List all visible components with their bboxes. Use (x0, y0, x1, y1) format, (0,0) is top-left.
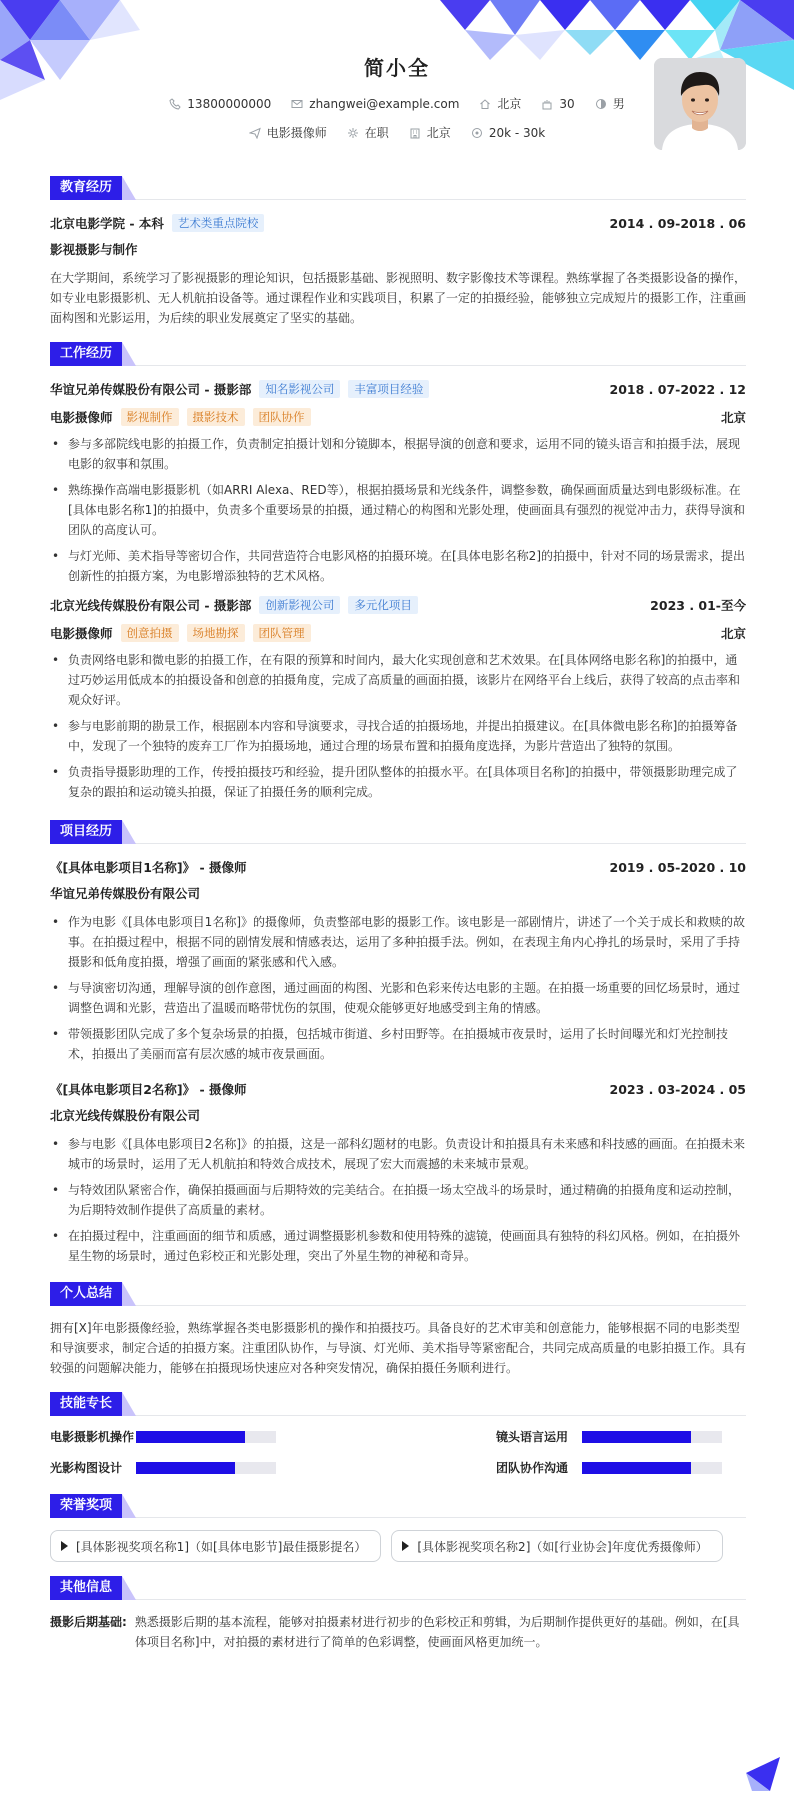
job-period: 2018 . 07-2022 . 12 (609, 381, 746, 397)
project-name: 《[具体电影项目2名称]》 - 摄像师 (50, 1082, 247, 1097)
job-bullets (50, 434, 746, 586)
list-item: • 参与电影前期的勘景工作，根据剧本内容和导演要求，寻找合适的拍摄场地，并提出拍摄建议。在[具体微电影名称]的拍摄筹备中，发现了一个独特的废弃工厂作为拍摄场地，通过合理的场景布置和拍摄角度选择，为影片营造出了独特的氛围。 (50, 716, 746, 756)
gender-text: 男 (612, 97, 625, 111)
skill-bar-fill (136, 1462, 235, 1474)
company-name: 华谊兄弟传媒股份有限公司 - 摄影部 (50, 382, 252, 397)
job-location: 北京 (720, 626, 746, 641)
section-title-awards (50, 1494, 746, 1518)
skill-item (50, 1428, 388, 1445)
section-title-education (50, 176, 746, 200)
skill-bar-fill (136, 1431, 245, 1443)
email-text: zhangwei@example.com (309, 96, 460, 111)
phone-text: 13800000000 (187, 96, 272, 111)
project-name: 《[具体电影项目1名称]》 - 摄像师 (50, 860, 247, 875)
status-icon (347, 127, 359, 139)
school-badge: 艺术类重点院校 (172, 214, 265, 232)
skill-bar (582, 1431, 722, 1443)
skills-grid (50, 1428, 746, 1476)
target-city-info (409, 124, 451, 141)
work-section (50, 342, 746, 802)
section-tag: 个人总结 (50, 1282, 122, 1306)
other-key: 摄影后期基础: (50, 1615, 127, 1629)
project-header-row (50, 1078, 746, 1100)
company-badge: 知名影视公司 (259, 380, 340, 398)
candidate-name: 简小全 (364, 56, 430, 80)
job-period: 2023 . 01-至今 (650, 598, 746, 613)
project-org: 华谊兄弟传媒股份有限公司 (50, 886, 201, 901)
skill-bar (582, 1462, 722, 1474)
skill-tag: 创意拍摄 (121, 624, 179, 642)
section-title-summary (50, 1282, 746, 1306)
phone-info (169, 97, 271, 111)
money-icon (471, 127, 483, 139)
job-bullets (50, 650, 746, 802)
project-entry (50, 1078, 746, 1266)
awards-list (50, 1530, 746, 1562)
job-role-row (50, 622, 746, 644)
skill-bar (136, 1462, 276, 1474)
list-item: • 作为电影《[具体电影项目1名称]》的摄像师，负责整部电影的摄影工作。该电影是一部剧情片，讲述了一个关于成长和救赎的故事。在拍摄过程中，根据不同的剧情发展和情感表达，运用了多种拍摄手法。例如，在表现主角内心挣扎的场景时，采用了手持摄影和低角度拍摄，增强了画面的紧张感和代入感。 (50, 912, 746, 972)
skill-item (496, 1428, 746, 1445)
other-text: 熟悉摄影后期的基本流程，能够对拍摄素材进行初步的色彩校正和剪辑，为后期制作提供更好的基础。例如，在[具体项目名称]中，对拍摄的素材进行了简单的色彩调整，使画面风格更加统一。 (134, 1615, 740, 1649)
company-name: 北京光线传媒股份有限公司 - 摄影部 (50, 598, 252, 613)
skill-item (496, 1459, 746, 1476)
status-text: 在职 (364, 126, 389, 140)
building-icon (409, 127, 421, 139)
company-badge: 丰富项目经验 (348, 380, 429, 398)
section-tag: 项目经历 (50, 820, 122, 844)
phone-icon (169, 98, 181, 110)
education-section (50, 176, 746, 328)
age-text: 30 (559, 96, 575, 111)
skill-label: 团队协作沟通 (496, 1461, 569, 1475)
job-location: 北京 (720, 410, 746, 425)
email-info (291, 97, 459, 111)
age-icon (541, 98, 553, 110)
education-period: 2014 . 09-2018 . 06 (609, 215, 746, 231)
section-title-work (50, 342, 746, 366)
award-item (50, 1530, 381, 1562)
skills-section (50, 1392, 746, 1476)
project-bullets (50, 1134, 746, 1266)
job-entry (50, 594, 746, 802)
other-section (50, 1576, 746, 1652)
project-period: 2019 . 05-2020 . 10 (609, 859, 746, 875)
other-info-row (50, 1612, 746, 1652)
skill-label: 光影构图设计 (50, 1461, 123, 1475)
gender-icon (595, 98, 607, 110)
skill-bar-fill (582, 1462, 691, 1474)
section-tag: 荣誉奖项 (50, 1494, 122, 1518)
awards-section (50, 1494, 746, 1562)
section-tag: 工作经历 (50, 342, 122, 366)
section-tag: 其他信息 (50, 1576, 122, 1600)
project-header-row (50, 856, 746, 878)
target-city-text: 北京 (426, 126, 451, 140)
list-item: • 与灯光师、美术指导等密切合作，共同营造符合电影风格的拍摄环境。在[具体电影名称2]的拍摄中，针对不同的场景需求，提出创新性的拍摄方案，为电影增添独特的艺术风格。 (50, 546, 746, 586)
list-item: • 负责网络电影和微电影的拍摄工作，在有限的预算和时间内，最大化实现创意和艺术效果。在[具体网络电影名称]的拍摄中，通过巧妙运用低成本的拍摄设备和创意的拍摄角度，完成了高质量的画面拍摄，该影片在网络平台上线后，获得了较高的点击率和观众好评。 (50, 650, 746, 710)
salary-text: 20k - 30k (488, 125, 546, 140)
skill-bar-fill (582, 1431, 691, 1443)
section-title-other (50, 1576, 746, 1600)
project-entry (50, 856, 746, 1064)
list-item: • 与特效团队紧密合作，确保拍摄画面与后期特效的完美结合。在拍摄一场太空战斗的场景时，通过精确的拍摄角度和运动控制，为后期特效制作提供了高质量的素材。 (50, 1180, 746, 1220)
list-item: • 参与电影《[具体电影项目2名称]》的拍摄，这是一部科幻题材的电影。负责设计和拍摄具有未来感和科技感的画面。在拍摄未来城市的场景时，运用了无人机航拍和特效合成技术，展现了宏大而震撼的未来城市景观。 (50, 1134, 746, 1174)
job-title-text: 电影摄像师 (266, 126, 327, 140)
list-item: • 负责指导摄影助理的工作，传授拍摄技巧和经验，提升团队整体的拍摄水平。在[具体项目名称]的拍摄中，带领摄影助理完成了复杂的跟拍和运动镜头拍摄，保证了拍摄任务的顺利完成。 (50, 762, 746, 802)
city-text: 北京 (497, 97, 522, 111)
education-description: 在大学期间，系统学习了影视摄影的理论知识，包括摄影基础、影视照明、数字影像技术等课程。熟练掌握了各类摄影设备的操作，如专业电影摄影机、无人机航拍设备等。通过课程作业和实践项目，积累了一定的拍摄经验，能够独立完成短片的摄影工作，注重画面构图和光影运用，为后续的职业发展奠定了坚实的基础。 (50, 271, 747, 325)
list-item: • 熟练操作高端电影摄影机（如ARRI Alexa、RED等），根据拍摄场景和光线条件，调整参数，确保画面质量达到电影级标准。在[具体电影名称1]的拍摄中，负责多个重要场景的拍摄，通过精心的构图和光影处理，使画面具有强烈的视觉冲击力，获得导演和团队的高度认可。 (50, 480, 746, 540)
school-name: 北京电影学院 - 本科 (50, 216, 164, 231)
summary-text: 拥有[X]年电影摄像经验，熟练掌握各类电影摄影机的操作和拍摄技巧。具备良好的艺术审美和创意能力，能够根据不同的电影类型和导演要求，制定合适的拍摄方案。注重团队协作，与导演、灯光师、美术指导等紧密配合，共同完成高质量的电影拍摄工作。具有较强的问题解决能力，能够在拍摄现场快速应对各种突发情况，确保拍摄任务顺利进行。 (50, 1321, 747, 1375)
skill-bar (136, 1431, 276, 1443)
major-name: 影视摄影与制作 (50, 242, 138, 257)
company-badge: 多元化项目 (348, 596, 418, 614)
list-item: • 在拍摄过程中，注重画面的细节和质感，通过调整摄影机参数和使用特殊的滤镜，使画面具有独特的科幻风格。例如，在拍摄外星生物的场景时，通过色彩校正和光影处理，突出了外星生物的神秘和奇异。 (50, 1226, 746, 1266)
salary-info (471, 126, 545, 140)
list-item: • 与导演密切沟通，理解导演的创作意图，通过画面的构图、光影和色彩来传达电影的主题。在拍摄一场重要的回忆场景时，通过调整色调和光影，营造出了温暖而略带忧伤的氛围，使观众能够更好地感受到主角的情感。 (50, 978, 746, 1018)
gender-info (595, 95, 625, 112)
list-item: • 带领摄影团队完成了多个复杂场景的拍摄，包括城市街道、乡村田野等。在拍摄城市夜景时，运用了长时间曝光和灯光控制技术，拍摄出了美丽而富有层次感的城市夜景画面。 (50, 1024, 746, 1064)
project-bullets (50, 912, 746, 1064)
section-tag: 教育经历 (50, 176, 122, 200)
award-text: [具体影视奖项名称2]（如[行业协会]年度优秀摄像师） (417, 1539, 708, 1554)
skill-tag: 团队管理 (253, 624, 311, 642)
award-text: [具体影视奖项名称1]（如[具体电影节]最佳摄影提名） (76, 1539, 367, 1554)
age-info (541, 97, 574, 111)
project-org: 北京光线传媒股份有限公司 (50, 1108, 201, 1123)
skill-tag: 团队协作 (253, 408, 311, 426)
job-entry (50, 378, 746, 586)
corner-decoration (746, 1757, 780, 1791)
job-role-row (50, 406, 746, 428)
list-item: • 参与多部院线电影的拍摄工作，负责制定拍摄计划和分镜脚本，根据导演的创意和要求，运用不同的镜头语言和拍摄手法，展现电影的叙事和氛围。 (50, 434, 746, 474)
skill-item (50, 1459, 388, 1476)
job-role: 电影摄像师 (50, 410, 113, 425)
play-icon (402, 1541, 409, 1551)
skill-label: 电影摄影机操作 (50, 1430, 135, 1444)
company-badge: 创新影视公司 (259, 596, 340, 614)
summary-section (50, 1282, 746, 1378)
skill-tag: 摄影技术 (187, 408, 245, 426)
skill-tag: 影视制作 (121, 408, 179, 426)
education-header-row (50, 212, 746, 234)
award-item (391, 1530, 722, 1562)
send-icon (249, 127, 261, 139)
skill-tag: 场地勘探 (187, 624, 245, 642)
play-icon (61, 1541, 68, 1551)
education-entry (50, 212, 746, 328)
project-period: 2023 . 03-2024 . 05 (609, 1081, 746, 1097)
avatar (654, 58, 746, 150)
section-title-projects (50, 820, 746, 844)
job-header-row (50, 378, 746, 400)
job-header-row (50, 594, 746, 616)
skill-label: 镜头语言运用 (496, 1430, 569, 1444)
section-title-skills (50, 1392, 746, 1416)
job-role: 电影摄像师 (50, 626, 113, 641)
job-title-info (249, 124, 327, 141)
status-info (347, 124, 389, 141)
resume-body (50, 176, 746, 1662)
section-tag: 技能专长 (50, 1392, 122, 1416)
mail-icon (291, 98, 303, 110)
city-info (479, 95, 521, 112)
home-icon (479, 98, 491, 110)
projects-section (50, 820, 746, 1266)
